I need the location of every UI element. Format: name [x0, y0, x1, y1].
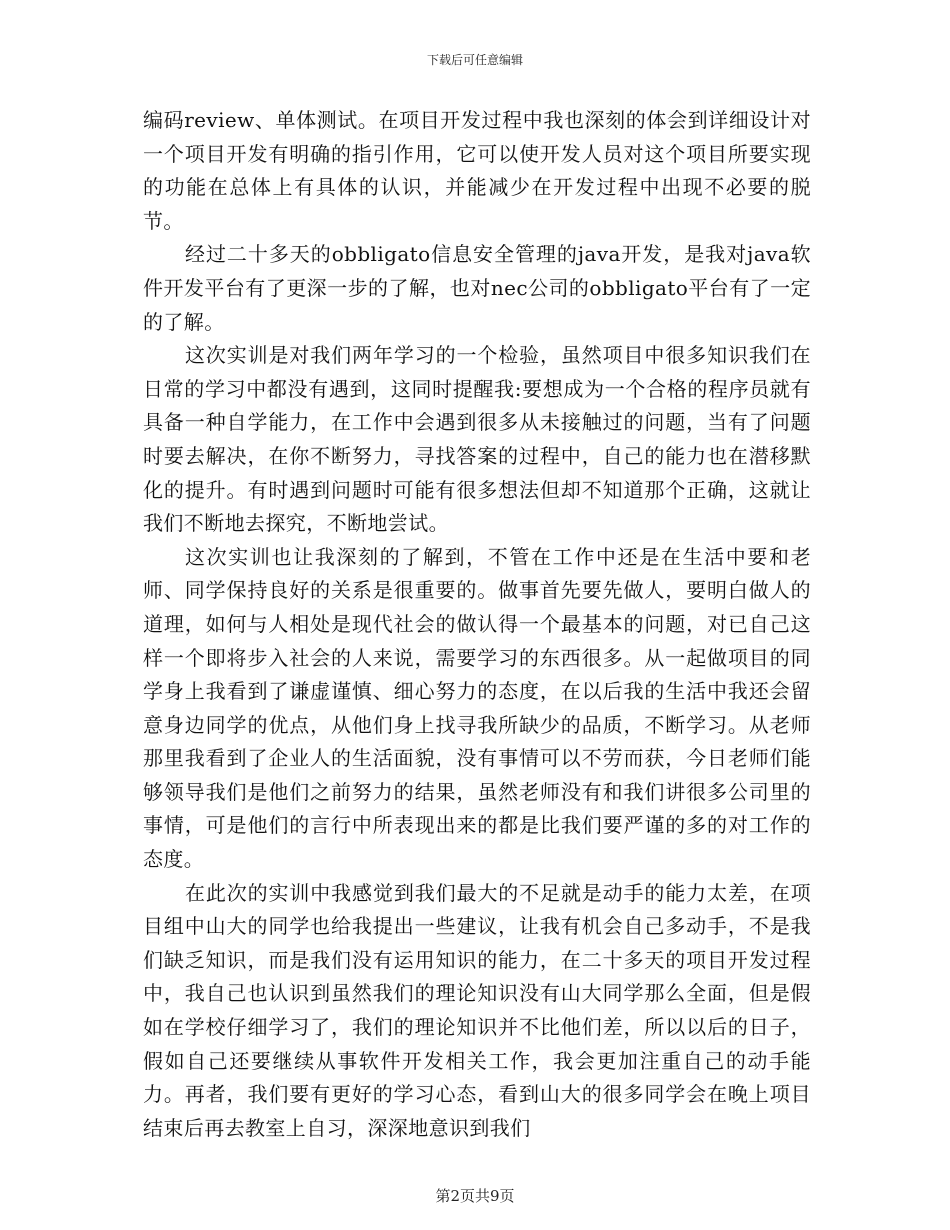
- document-body: [143, 104, 811, 1145]
- paragraph: 在此次的实训中我感觉到我们最大的不足就是动手的能力太差，在项目组中山大的同学也给我提出一些建议，让我有机会自己多动手，不是我们缺乏知识，而是我们没有运用知识的能力，在二十多天的项目开发过程中，我自己也认识到虽然我们的理论知识没有山大同学那么全面，但是假如在学校仔细学习了，我们的理论知识并不比他们差，所以以后的日子，假如自己还要继续从事软件开发相关工作，我会更加注重自己的动手能力。再者，我们要有更好的学习心态，看到山大的很多同学会在晚上项目结束后再去教室上自习，深深地意识到我们: [143, 880, 811, 1140]
- paragraph: 这次实训也让我深刻的了解到，不管在工作中还是在生活中要和老师、同学保持良好的关系是很重要的。做事首先要先做人，要明白做人的道理，如何与人相处是现代社会的做认得一个最基本的问题，对已自己这样一个即将步入社会的人来说，需要学习的东西很多。从一起做项目的同学身上我看到了谦虚谨慎、细心努力的态度，在以后我的生活中我还会留意身边同学的优点，从他们身上找寻我所缺少的品质，不断学习。从老师那里我看到了企业人的生活面貌，没有事情可以不劳而获，今日老师们能够领导我们是他们之前努力的结果，虽然老师没有和我们讲很多公司里的事情，可是他们的言行中所表现出来的都是比我们要严谨的多的对工作的态度。: [143, 544, 811, 872]
- page-header: 下载后可任意编辑: [426, 53, 523, 67]
- page-number-footer: 第2页共9页: [435, 1187, 515, 1205]
- paragraph-continued: 编码review、单体测试。在项目开发过程中我也深刻的体会到详细设计对一个项目开发有明确的指引作用，它可以使开发人员对这个项目所要实现的功能在总体上有具体的认识，并能减少在开发过程中出现不必要的脱节。: [143, 108, 811, 233]
- paragraph: 这次实训是对我们两年学习的一个检验，虽然项目中很多知识我们在日常的学习中都没有遇到，这同时提醒我:要想成为一个合格的程序员就有具备一种自学能力，在工作中会遇到很多从未接触过的问题，当有了问题时要去解决，在你不断努力，寻找答案的过程中，自己的能力也在潜移默化的提升。有时遇到问题时可能有很多想法但却不知道那个正确，这就让我们不断地去探究，不断地尝试。: [143, 343, 811, 536]
- paragraph: 经过二十多天的obbligato信息安全管理的java开发，是我对java软件开发平台有了更深一步的了解，也对nec公司的obbligato平台有了一定的了解。: [143, 242, 811, 334]
